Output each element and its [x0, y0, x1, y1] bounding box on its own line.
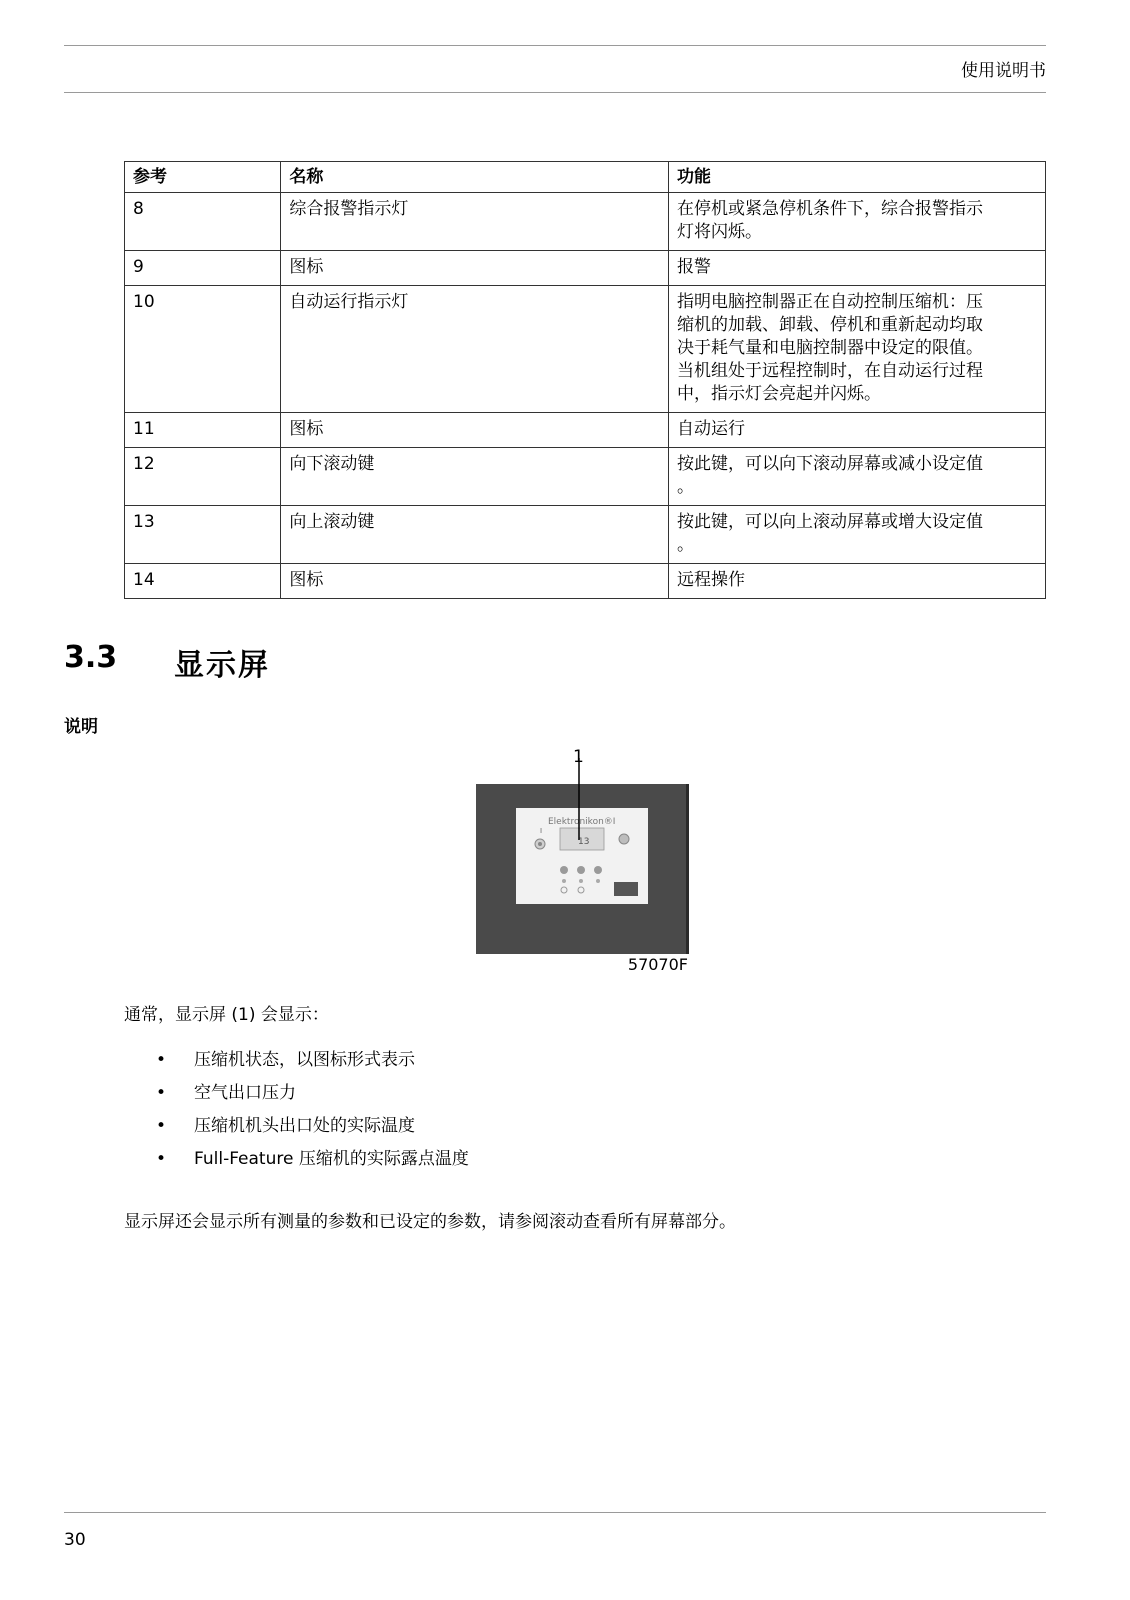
reference-table — [124, 161, 1046, 599]
cell-function — [669, 286, 1046, 413]
table-row — [125, 506, 1046, 564]
svg-text:13: 13 — [578, 837, 590, 847]
table-header-row — [125, 162, 1046, 193]
col-header-ref: 参考 — [125, 162, 281, 193]
cell-name: 自动运行指示灯 — [281, 286, 669, 413]
display-items-list — [124, 1048, 469, 1180]
cell-ref: 11 — [125, 413, 281, 448]
cell-function — [669, 564, 1046, 599]
function-line: 自动运行 — [677, 419, 746, 439]
caption-text: 通常，显示屏 (1) 会显示： — [124, 1005, 329, 1025]
callout-number: 1 — [573, 748, 584, 767]
header-bottom-rule — [64, 92, 1046, 93]
function-line: 灯将闪烁。 — [677, 222, 763, 242]
table-row — [125, 251, 1046, 286]
cell-ref: 10 — [125, 286, 281, 413]
function-line: 当机组处于远程控制时，在自动运行过程 — [677, 361, 984, 381]
function-line: 。 — [677, 535, 695, 555]
function-line: 在停机或紧急停机条件下，综合报警指示 — [677, 199, 984, 219]
list-item: • Full-Feature 压缩机的实际露点温度 — [156, 1149, 469, 1169]
function-line: 按此键，可以向上滚动屏幕或增大设定值 — [677, 512, 984, 532]
body-paragraph: 显示屏还会显示所有测量的参数和已设定的参数，请参阅滚动查看所有屏幕部分。 — [124, 1212, 736, 1232]
cell-function — [669, 413, 1046, 448]
list-item: • 压缩机状态，以图标形式表示 — [156, 1050, 415, 1070]
cell-function — [669, 251, 1046, 286]
svg-text:I: I — [540, 827, 543, 835]
cell-name: 图标 — [281, 413, 669, 448]
status-led-icon — [619, 834, 629, 844]
function-line: 。 — [677, 477, 695, 497]
controller-illustration — [476, 748, 696, 974]
cell-ref: 12 — [125, 448, 281, 506]
footer-rule — [64, 1512, 1046, 1513]
cell-name: 综合报警指示灯 — [281, 193, 669, 251]
function-line: 按此键，可以向下滚动屏幕或减小设定值 — [677, 454, 984, 474]
cell-name: 向上滚动键 — [281, 506, 669, 564]
function-line: 中，指示灯会亮起并闪烁。 — [677, 384, 882, 404]
function-line: 远程操作 — [677, 570, 746, 590]
panel-key — [577, 866, 585, 874]
bullet-icon: • — [156, 1050, 167, 1070]
header-title: 使用说明书 — [961, 61, 1046, 81]
logo-plate — [614, 882, 638, 896]
bullet-icon: • — [156, 1149, 167, 1169]
table-row — [125, 413, 1046, 448]
controller-photo — [476, 748, 696, 974]
function-line: 决于耗气量和电脑控制器中设定的限值。 — [677, 338, 984, 358]
panel-key — [560, 866, 568, 874]
function-line: 指明电脑控制器正在自动控制压缩机：压 — [677, 292, 984, 312]
panel-key — [594, 866, 602, 874]
table-row — [125, 448, 1046, 506]
brand-label: Elektronikon®I — [548, 817, 616, 827]
section-number: 3.3 — [64, 640, 118, 675]
cell-ref: 9 — [125, 251, 281, 286]
figure-code: 57070F — [627, 955, 688, 974]
cell-name: 图标 — [281, 251, 669, 286]
cell-ref: 8 — [125, 193, 281, 251]
table-row — [125, 564, 1046, 599]
cell-ref: 13 — [125, 506, 281, 564]
cell-function — [669, 193, 1046, 251]
function-line: 报警 — [677, 257, 712, 277]
list-item: • 压缩机机头出口处的实际温度 — [156, 1116, 415, 1136]
col-header-name: 名称 — [281, 162, 669, 193]
cell-function — [669, 506, 1046, 564]
function-line: 缩机的加载、卸载、停机和重新起动均取 — [677, 315, 984, 335]
subheading: 说明 — [64, 717, 98, 737]
table-row — [125, 193, 1046, 251]
cell-ref: 14 — [125, 564, 281, 599]
cell-name: 图标 — [281, 564, 669, 599]
bullet-icon: • — [156, 1083, 167, 1103]
bullet-icon: • — [156, 1116, 167, 1136]
col-header-function: 功能 — [669, 162, 1046, 193]
page-number: 30 — [64, 1530, 86, 1550]
header-top-rule — [64, 45, 1046, 46]
table-row — [125, 286, 1046, 413]
cell-function — [669, 448, 1046, 506]
list-item: • 空气出口压力 — [156, 1083, 296, 1103]
cell-name: 向下滚动键 — [281, 448, 669, 506]
section-title: 显示屏 — [174, 648, 270, 683]
